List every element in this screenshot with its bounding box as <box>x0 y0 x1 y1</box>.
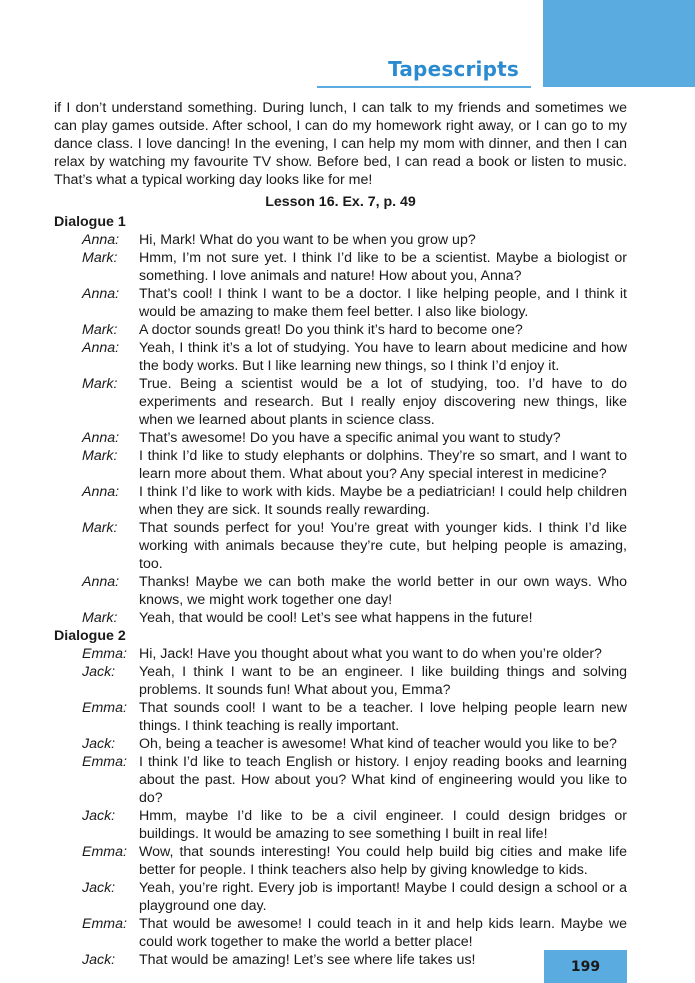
dialogue-line <box>54 573 627 609</box>
page-header-title: Tapescripts <box>388 57 519 81</box>
dialogue-line <box>54 429 627 447</box>
speaker-name: Mark: <box>82 520 118 536</box>
speech-text: Hi, Jack! Have you thought about what you want to do when you’re older? <box>139 646 602 662</box>
dialogue-title: Dialogue 2 <box>54 628 126 644</box>
speaker-name: Jack: <box>82 952 116 968</box>
speaker-name: Jack: <box>82 808 116 824</box>
header-underline <box>317 86 531 88</box>
speech-text: That sounds cool! I want to be a teacher. I love helping people learn new things. I think teaching is really important. <box>139 700 627 734</box>
dialogue-line <box>54 735 627 753</box>
speech-text: That would be amazing! Let’s see where life takes us! <box>139 952 476 968</box>
page-content <box>54 99 627 969</box>
speaker-name: Emma: <box>82 844 127 860</box>
speech-text: I think I’d like to teach English or history. I enjoy reading books and learning about the past. How about you? What kind of engineering would you like to do? <box>139 754 627 806</box>
speech-text: I think I’d like to study elephants or dolphins. They’re so smart, and I want to learn more about them. What about you? Any special interest in medicine? <box>139 448 627 482</box>
dialogue-line <box>54 753 627 807</box>
speaker-name: Emma: <box>82 700 127 716</box>
dialogue-line <box>54 879 627 915</box>
dialogue-line <box>54 915 627 951</box>
speaker-name: Emma: <box>82 754 127 770</box>
speech-text: That would be awesome! I could teach in it and help kids learn. Maybe we could work together to make the world a better place! <box>139 916 627 950</box>
dialogue-line <box>54 321 627 339</box>
speech-text: True. Being a scientist would be a lot of studying, too. I’d have to do experiments and research. But I really enjoy discovering new things, like when we learned about plants in science class. <box>139 376 627 428</box>
dialogue-line <box>54 951 627 969</box>
dialogue-line <box>54 483 627 519</box>
speech-text: That’s cool! I think I want to be a doctor. I like helping people, and I think it would be amazing to make them feel better. I also like biology. <box>139 286 627 320</box>
speaker-name: Jack: <box>82 880 116 896</box>
speaker-name: Mark: <box>82 448 118 464</box>
dialogues-container <box>54 213 627 969</box>
speaker-name: Anna: <box>82 340 120 356</box>
speaker-name: Mark: <box>82 322 118 338</box>
speaker-name: Mark: <box>82 250 118 266</box>
speech-text: Yeah, you’re right. Every job is important! Maybe I could design a school or a playground one day. <box>139 880 627 914</box>
dialogue-line <box>54 231 627 249</box>
dialogue-line <box>54 249 627 285</box>
dialogue-line <box>54 843 627 879</box>
speaker-name: Anna: <box>82 286 120 302</box>
speech-text: Wow, that sounds interesting! You could help build big cities and make life better for people. I think teachers also help by giving knowledge to kids. <box>139 844 627 878</box>
speaker-name: Jack: <box>82 664 116 680</box>
dialogue-line <box>54 375 627 429</box>
speaker-name: Anna: <box>82 484 120 500</box>
dialogue-line <box>54 699 627 735</box>
dialogue-title: Dialogue 1 <box>54 214 126 230</box>
speaker-name: Emma: <box>82 646 127 662</box>
speech-text: Hi, Mark! What do you want to be when you grow up? <box>139 232 476 248</box>
dialogue-line <box>54 285 627 321</box>
speech-text: Yeah, that would be cool! Let’s see what happens in the future! <box>139 610 533 626</box>
speaker-name: Anna: <box>82 430 120 446</box>
speaker-name: Anna: <box>82 232 120 248</box>
dialogue-line <box>54 663 627 699</box>
speech-text: Yeah, I think it’s a lot of studying. You have to learn about medicine and how the body works. But I like learning new things, so I think I’d enjoy it. <box>139 340 627 374</box>
speaker-name: Mark: <box>82 610 118 626</box>
speech-text: Hmm, I’m not sure yet. I think I’d like to be a scientist. Maybe a biologist or something. I love animals and nature! How about you, Anna? <box>139 250 627 284</box>
speaker-name: Anna: <box>82 574 120 590</box>
speech-text: That’s awesome! Do you have a specific animal you want to study? <box>139 430 561 446</box>
corner-tab <box>543 0 695 87</box>
speech-text: Oh, being a teacher is awesome! What kind of teacher would you like to be? <box>139 736 617 752</box>
intro-paragraph: if I don’t understand something. During lunch, I can talk to my friends and sometimes we can play games outside. After school, I can do my homework right away, or I can go to my dance class. I love dancing! In the evening, I can help my mom with dinner, and then I can relax by watching my favourite TV show. Before bed, I can read a book or listen to music. That’s what a typical working day looks like for me! <box>54 100 627 188</box>
dialogue-line <box>54 519 627 573</box>
dialogue-line <box>54 807 627 843</box>
dialogue-line <box>54 339 627 375</box>
speech-text: Yeah, I think I want to be an engineer. I like building things and solving problems. It sounds fun! What about you, Emma? <box>139 664 627 698</box>
speech-text: A doctor sounds great! Do you think it’s hard to become one? <box>139 322 523 338</box>
dialogue-line <box>54 609 627 627</box>
speech-text: Hmm, maybe I’d like to be a civil engineer. I could design bridges or buildings. It would be amazing to see something I built in real life! <box>139 808 627 842</box>
speaker-name: Jack: <box>82 736 116 752</box>
speech-text: Thanks! Maybe we can both make the world better in our own ways. Who knows, we might work together one day! <box>139 574 627 608</box>
speaker-name: Emma: <box>82 916 127 932</box>
speaker-name: Mark: <box>82 376 118 392</box>
page-number: 199 <box>544 950 627 983</box>
dialogue-line <box>54 447 627 483</box>
speech-text: I think I’d like to work with kids. Maybe be a pediatrician! I could help children when they are sick. It sounds really rewarding. <box>139 484 627 518</box>
lesson-title: Lesson 16. Ex. 7, p. 49 <box>265 194 416 210</box>
dialogue-line <box>54 645 627 663</box>
speech-text: That sounds perfect for you! You’re great with younger kids. I think I’d like working with animals because they’re cute, but helping people is amazing, too. <box>139 520 627 572</box>
